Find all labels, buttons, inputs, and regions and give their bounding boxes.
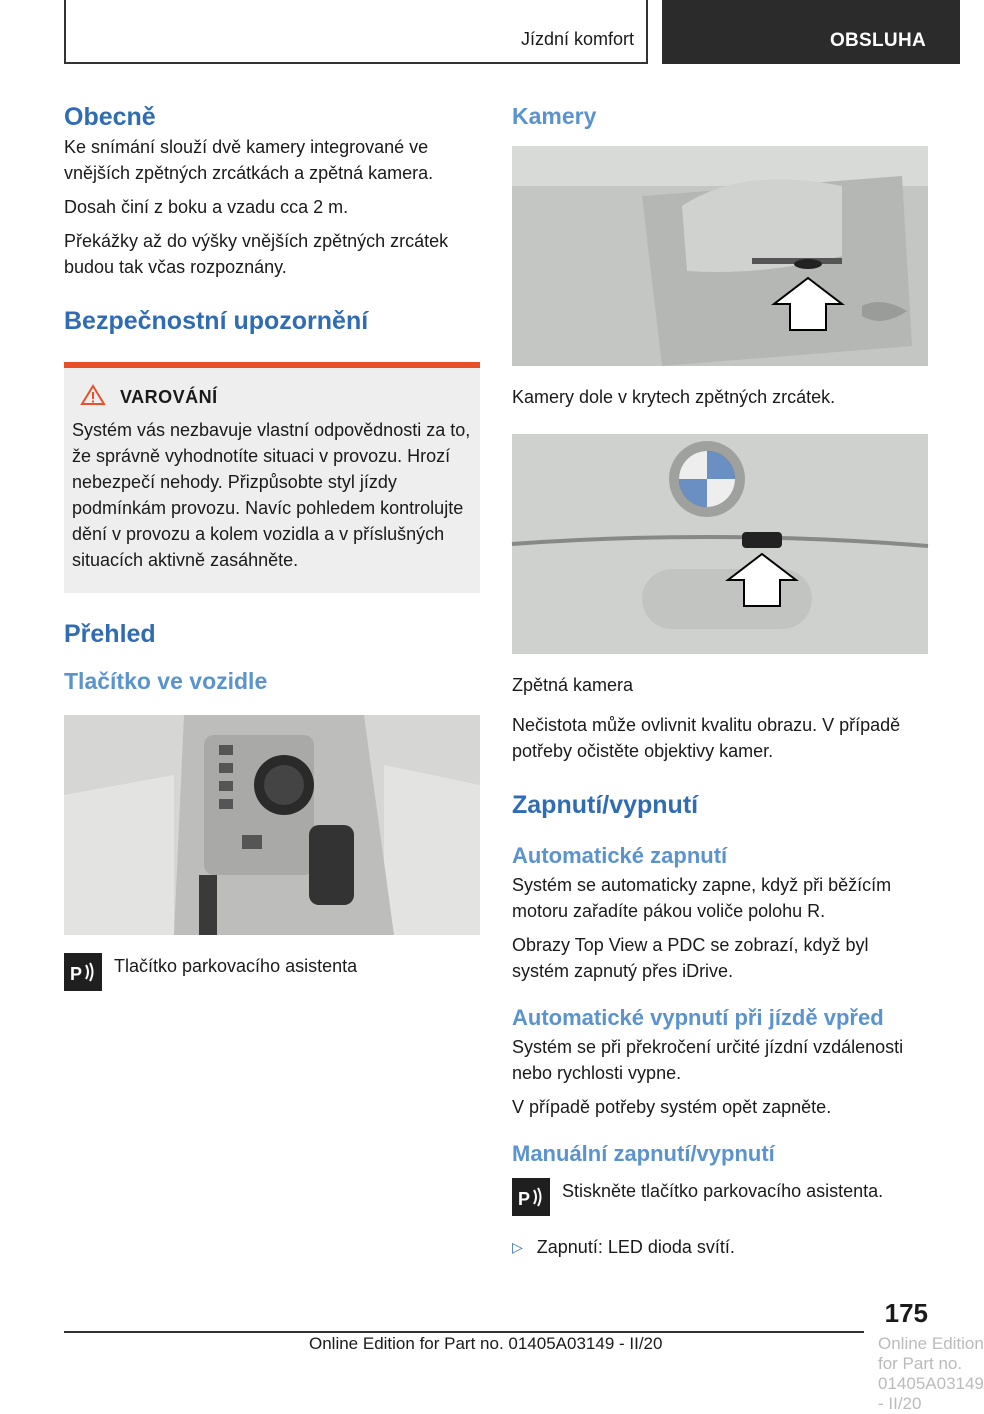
bullet-triangle-icon: ▷ <box>512 1239 523 1255</box>
paragraph-auto-on-1: Systém se automaticky zapne, když při běžícím motoru zařadíte pákou voliče polohu R. <box>512 875 892 921</box>
paragraph-general-2: Dosah činí z boku a vzadu cca 2 m. <box>64 197 349 217</box>
paragraph-manual: Stiskněte tlačítko parkovacího asistenta. <box>562 1181 884 1201</box>
warning-icon <box>80 384 106 411</box>
right-column <box>512 100 928 1260</box>
heading-button-in-vehicle: Tlačítko ve vozidle <box>64 668 268 694</box>
header-tab-label: OBSLUHA <box>829 30 926 51</box>
page-number: 175 <box>884 1298 928 1328</box>
bullet-on-text: Zapnutí: LED dioda svítí. <box>536 1237 735 1257</box>
paragraph-auto-off-2: V případě potřeby systém opět zapněte. <box>512 1097 832 1117</box>
heading-safety: Bezpečnostní upozornění <box>64 307 369 335</box>
footer-edition: Online Edition for Part no. 01405A03149 - II/20 <box>309 1334 663 1353</box>
caption-rear-camera: Zpětná kamera <box>512 675 634 695</box>
header-section-title: Jízdní komfort <box>520 29 634 49</box>
heading-auto-off: Automatické vypnutí při jízdě vpřed <box>512 1005 884 1030</box>
header-section-box <box>64 0 648 64</box>
paragraph-cleaning: Nečistota může ovlivnit kvalitu obrazu. V případě potřeby očistěte objektivy kamer. <box>512 715 901 761</box>
console-photo <box>64 715 480 935</box>
list-item <box>512 1234 928 1260</box>
footer-watermark: Online Edition for Part no. 01405A03149 - II/20 <box>878 1334 984 1413</box>
warning-text: Systém vás nezbavuje vlastní odpovědnosti za to, že správně vyhodnotíte situaci v provozu. Hrozí nebezpečí nehody. Přizpůsobte styl jízdy podmínkám provozu. Navíc pohledem kontrolujte dění v provozu a kolem vozidla a v příslušných situacích aktivně zasáhněte. <box>72 420 471 570</box>
svg-text:P: P <box>70 964 83 984</box>
footer-divider <box>64 1331 864 1333</box>
svg-text:P: P <box>518 1189 531 1209</box>
parking-assistant-icon <box>64 953 102 991</box>
heading-overview: Přehled <box>64 620 156 648</box>
mirror-camera-photo <box>512 146 928 366</box>
paragraph-auto-on-2: Obrazy Top View a PDC se zobrazí, když byl systém zapnutý přes iDrive. <box>512 935 869 981</box>
caption-mirror-cameras: Kamery dole v krytech zpětných zrcátek. <box>512 387 836 407</box>
paragraph-auto-off-1: Systém se při překročení určité jízdní vzdálenosti nebo rychlosti vypne. <box>512 1037 904 1083</box>
parking-assistant-icon <box>512 1178 550 1216</box>
button-caption: Tlačítko parkovacího asistenta <box>114 956 358 976</box>
heading-auto-on: Automatické zapnutí <box>512 843 728 868</box>
warning-box <box>64 368 480 593</box>
heading-on-off: Zapnutí/vypnutí <box>512 791 699 819</box>
header-tab <box>662 0 960 64</box>
warning-title: VAROVÁNÍ <box>120 387 218 407</box>
heading-general: Obecně <box>64 103 156 131</box>
heading-manual: Manuální zapnutí/vypnutí <box>512 1141 775 1166</box>
paragraph-general-3: Překážky až do výšky vnějších zpětných zrcátek budou tak včas rozpoznány. <box>64 231 449 277</box>
heading-cameras: Kamery <box>512 103 597 129</box>
paragraph-general-1: Ke snímání slouží dvě kamery integrované ve vnějších zpětných zrcátkách a zpětná kamera. <box>64 137 434 183</box>
left-column <box>64 100 480 991</box>
rear-camera-photo <box>512 434 928 654</box>
